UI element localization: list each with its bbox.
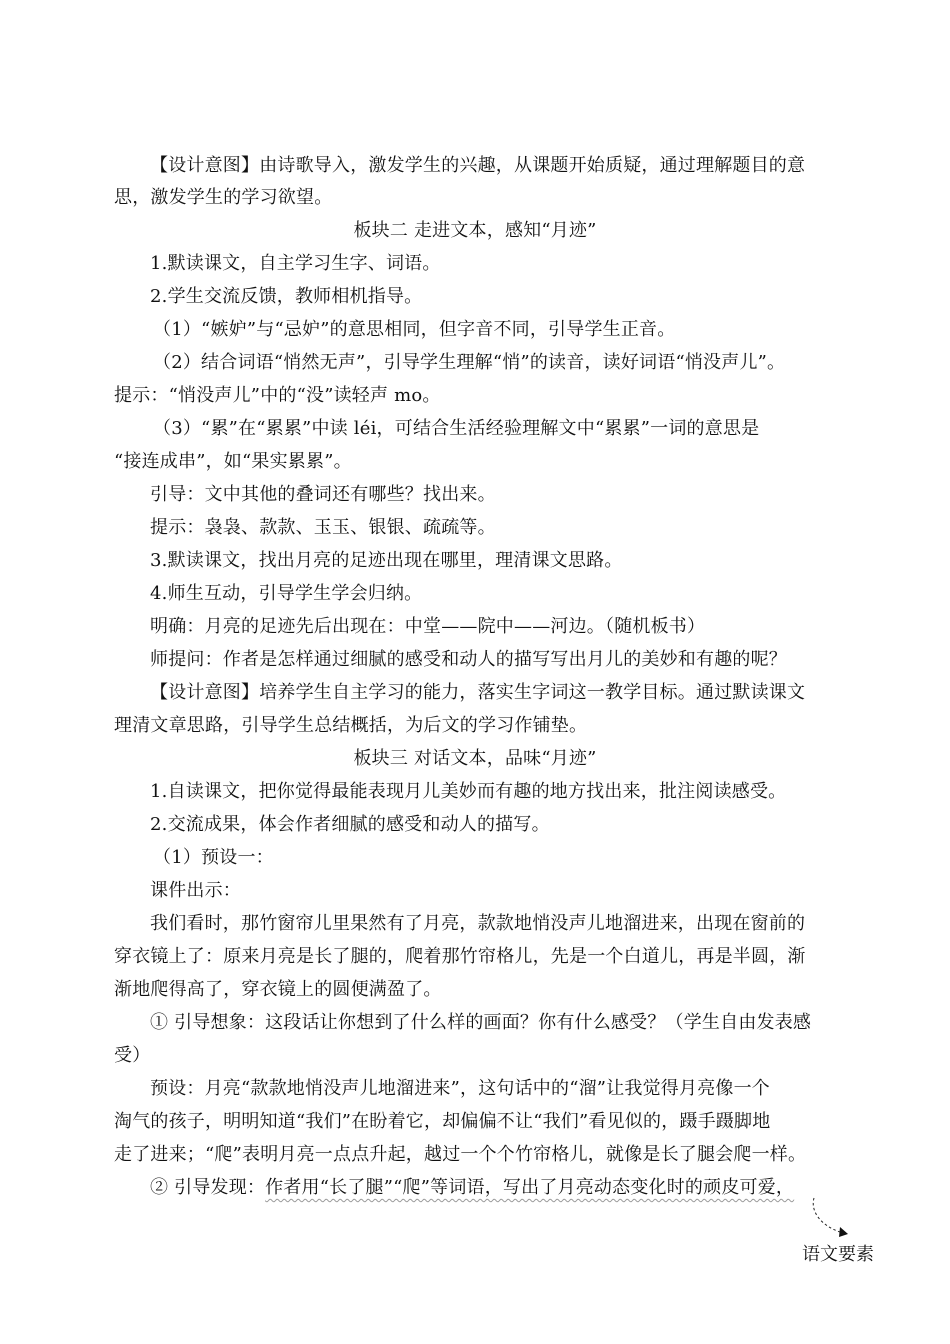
- step-3: 3.默读课文，找出月亮的足迹出现在哪里，理清课文思路。: [150, 550, 623, 571]
- preset-1: （1）预设一：: [153, 847, 274, 868]
- note-1: （1）“嫉妒”与“忌妒”的意思相同，但字音不同，引导学生正音。: [153, 319, 676, 340]
- quoted-passage-line-3: 渐地爬得高了，穿衣镜上的圆便满盈了。: [114, 979, 442, 1000]
- guide-discover-prefix: ② 引导发现：: [150, 1177, 266, 1198]
- guide-imagine: ① 引导想象：这段话让你想到了什么样的画面？你有什么感受？（学生自由发表感: [150, 1012, 812, 1033]
- design-intent-paragraph-1-cont: 思，激发学生的学习欲望。: [114, 187, 333, 208]
- guide-reduplicated-words: 引导：文中其他的叠词还有哪些？找出来。: [150, 484, 496, 505]
- language-element-marked-text: 作者用“长了腿”“爬”等词语，写出了月亮动态变化时的顽皮可爱，: [265, 1177, 795, 1198]
- note-2-tip: 提示：“悄没声儿”中的“没”读轻声 mo。: [114, 385, 441, 406]
- guide-discover: [150, 1176, 794, 1200]
- section-heading-2: 板块二 走进文本，感知“月迹”: [353, 220, 597, 241]
- guide-imagine-cont: 受）: [114, 1045, 151, 1066]
- quoted-passage-line-2: 穿衣镜上了：原来月亮是长了腿的，爬着那竹帘格儿，先是一个白道儿，再是半圆，渐: [114, 946, 806, 967]
- preset-answer-line-1: 预设：月亮“款款地悄没声儿地溜进来”，这句话中的“溜”让我觉得月亮像一个: [150, 1078, 771, 1099]
- design-intent-paragraph-1: 【设计意图】由诗歌导入，激发学生的兴趣，从课题开始质疑，通过理解题目的意: [150, 155, 806, 176]
- preset-answer-line-3: 走了进来；“爬”表明月亮一点点升起，越过一个个竹帘格儿，就像是长了腿会爬一样。: [114, 1144, 807, 1165]
- step-2: 2.学生交流反馈，教师相机指导。: [150, 286, 423, 307]
- step-1: 1.默读课文，自主学习生字、词语。: [150, 253, 441, 274]
- step-5: 1.自读课文，把你觉得最能表现月儿美妙而有趣的地方找出来，批注阅读感受。: [150, 781, 787, 802]
- note-2: （2）结合词语“悄然无声”，引导学生理解“悄”的读音，读好词语“悄没声儿”。: [153, 352, 786, 373]
- step-6: 2.交流成果，体会作者细腻的感受和动人的描写。: [150, 814, 550, 835]
- clarify-moon-trace: 明确：月亮的足迹先后出现在：中堂——院中——河边。（随机板书）: [150, 616, 706, 637]
- quoted-passage-line-1: 我们看时，那竹窗帘儿里果然有了月亮，款款地悄没声儿地溜进来，出现在窗前的: [150, 913, 806, 934]
- note-3: （3）“累”在“累累”中读 léi，可结合生活经验理解文中“累累”一词的意思是: [153, 418, 760, 439]
- language-element-tag: 语文要素: [802, 1244, 874, 1265]
- annotation-arrow-icon: [800, 1196, 870, 1246]
- design-intent-paragraph-2: 【设计意图】培养学生自主学习的能力，落实生字词这一教学目标。通过默读课文: [150, 682, 806, 703]
- courseware-display: 课件出示：: [150, 880, 241, 901]
- note-3-cont: “接连成串”，如“果实累累”。: [114, 451, 352, 472]
- preset-answer-line-2: 淘气的孩子，明明知道“我们”在盼着它，却偏偏不让“我们”看见似的，蹑手蹑脚地: [114, 1111, 771, 1132]
- tip-reduplicated-words: 提示：袅袅、款款、玉玉、银银、疏疏等。: [150, 517, 496, 538]
- design-intent-paragraph-2-cont: 理清文章思路，引导学生总结概括，为后文的学习作铺垫。: [114, 715, 588, 736]
- step-4: 4.师生互动，引导学生学会归纳。: [150, 583, 423, 604]
- teacher-question: 师提问：作者是怎样通过细腻的感受和动人的描写写出月儿的美妙和有趣的呢？: [150, 649, 787, 670]
- section-heading-3: 板块三 对话文本，品味“月迹”: [353, 748, 597, 769]
